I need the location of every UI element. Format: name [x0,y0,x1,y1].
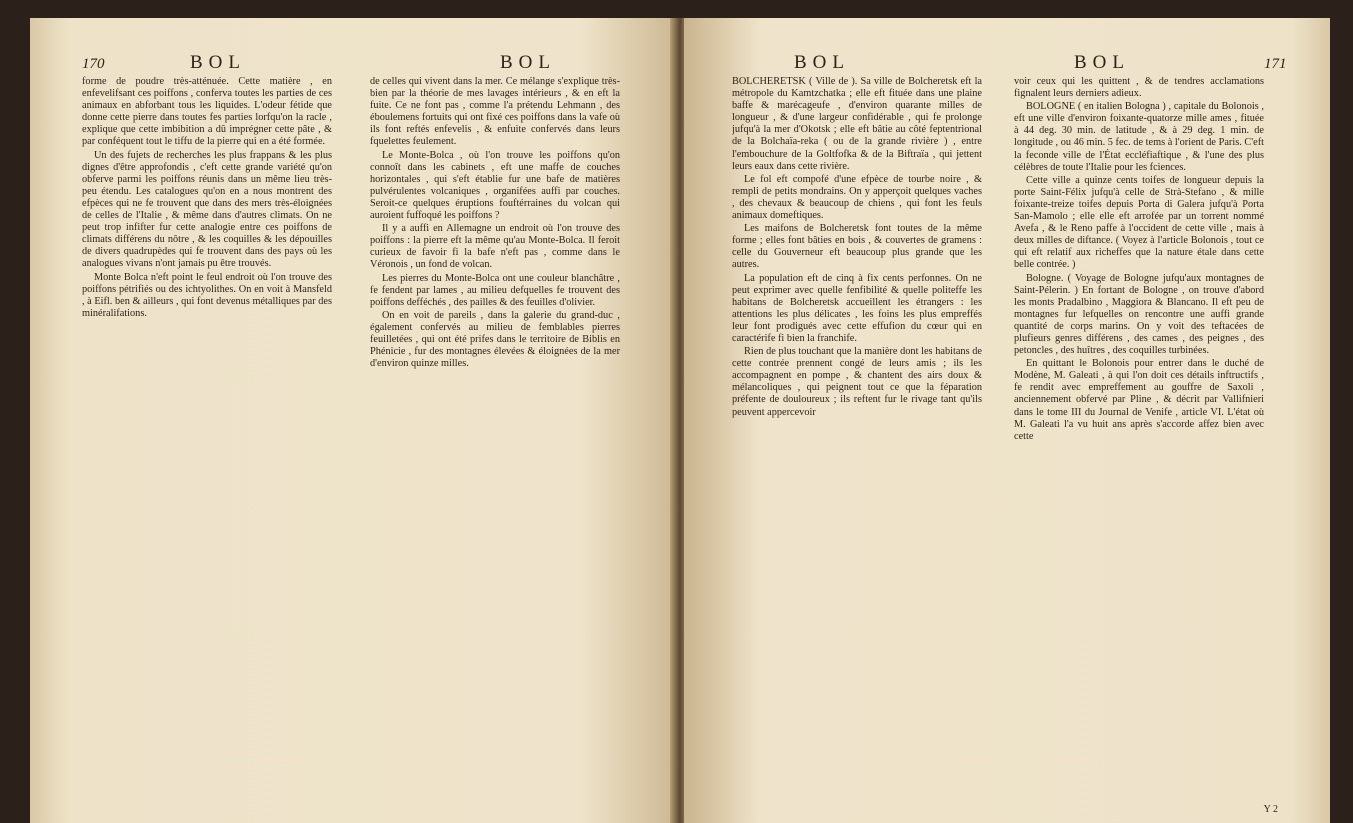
paragraph: Rien de plus touchant que la manière dont les habitans de cette contrée prennent congé de leurs amis ; ils les accompagnent en pompe , & chantent des airs doux & mélancoliques , qui peignent tout ce que la féparation préfente de douloureux ; ils reftent fur le rivage tant qu'ils peuvent appercevoir [732,346,982,418]
paragraph: En quittant le Bolonois pour entrer dans le duché de Modène, M. Galeati , à qui l'on doit ces détails inftructifs , fe rendit avec empreffement au gouffre de Saxoli , anciennement obfervé par Pline , & décrit par Vallifnieri dans le tome III du Journal de Venife , article VI. L'état où M. Galeati l'a vu huit ans après s'accorde affez bien avec cette [1014,358,1264,442]
paragraph: Bologne. ( Voyage de Bologne jufqu'aux montagnes de Saint-Pélerin. ) En fortant de Bologne , on trouve d'abord les monts Pradalbino , Maggiora & Blancano. Il eft peu de montagnes fur lefquelles on rencontre une auffi grande quantité de corps marins. On y voit des teftacées de plufieurs genres différens , des cames , des peignes , des petoncles , des huîtres , des coquilles turbinées. [1014,272,1264,357]
paragraph: Cette ville a quinze cents toifes de longueur depuis la porte Saint-Félix jufqu'à celle de Strà-Stefano , & mille foixante-treize toifes depuis Porta di Galera jufqu'à Porta San-Mamolo ; elle elle eft arrofée par un torrent nommé Avefa , & le Reno paffe à l'occident de cette ville , mais à deux milles de diftance. ( Voyez à l'article Bolonois , tout ce qui eft relatif aux richeffes que la nature étale dans cette belle contrée. ) [1014,174,1264,271]
paragraph: BOLOGNE ( en italien Bologna ) , capitale du Bolonois , eft une ville d'environ foixante-quatorze mille ames , fituée à 44 deg. 30 min. de latitude , & à 29 deg. 1 min. de longitude , ou 46 min. 5 fec. de tems à l'orient de Paris. C'eft la feconde ville de l'État eccléfiaftique , & l'une des plus célèbres de toute l'Italie pour les fciences. [1014,101,1264,173]
paragraph: On en voit de pareils , dans la galerie du grand-duc , également confervés au milieu de femblables pierres feuilletées , qui ont été prifes dans le territoire de Biblis en Phénicie , fur des montagnes élevées & éloignées de la mer d'environ quinze milles. [370,309,620,370]
paragraph: Les pierres du Monte-Bolca ont une couleur blanchâtre , fe fendent par lames , au milieu defquelles fe trouvent des poiffons defféchés , des pailles & des feuilles d'olivier. [370,272,620,308]
paragraph: BOLCHERETSK ( Ville de ). Sa ville de Bolcheretsk eft la métropole du Kamtzchatka ; elle eft fituée dans une plaine baffe & marécageufe , d'environ quarante milles de longueur , & d'une largeur confidérable , qui fe prolonge jufqu'à la mer d'Okotsk ; elle eft bâtie au côté feptentrional de la Bolchaïa-reka ( ou de la grande rivière ) , entre l'embouchure de la Goltfofka & de la Biftraïa , qui jettent leurs eaux dans cette rivière. [732,76,982,172]
paragraph: voir ceux qui les quittent , & de tendres acclamations fignalent leurs derniers adieux. [1014,76,1264,100]
running-header: BOL [190,52,246,73]
page-number: 171 [1264,56,1287,72]
paragraph: Les maifons de Bolcheretsk font toutes de la même forme ; elles font bâties en bois , & couvertes de gramens : celle du Gouverneur eft beaucoup plus grande que les autres. [732,223,982,271]
paragraph: Il y a auffi en Allemagne un endroit où l'on trouve des poiffons : la pierre eft la même qu'au Monte-Bolca. Il feroit curieux de favoir fi la bafe n'eft pas , comme dans le Véronois , un fond de volcan. [370,223,620,271]
paragraph: Le fol eft compofé d'une efpèce de tourbe noire , & rempli de petits mondrains. On y apperçoit quelques vaches , des chevaux & beaucoup de chiens , qui font les feuls animaux domeftiques. [732,173,982,222]
paragraph: de celles qui vivent dans la mer. Ce mélange s'explique très-bien par la théorie de mes lavages intérieurs , & en eft la fuite. Ce ne font pas , comme l'a prétendu Lehmann , des éboulemens fortuits qui ont fixé ces poiffons dans la vafe où ils font reftés enfevelis , & enfuite confervés dans leurs fquelettes feulement. [370,76,620,148]
page-number: 170 [82,56,105,72]
paragraph: Monte Bolca n'eft point le feul endroit où l'on trouve des poiffons pétrifiés ou des ichtyolithes. On en voit à Mansfeld , à Eifl. ben & ailleurs , qui font devenus métalliques par des minéralifations. [82,271,332,319]
text-column-2 [1014,76,1264,806]
signature-mark: Y 2 [1263,804,1278,815]
running-header: BOL [1074,52,1130,73]
running-header: BOL [500,52,556,73]
text-column-1 [732,76,982,806]
right-page [684,18,1330,823]
paragraph: Un des fujets de recherches les plus frappans & les plus dignes d'être approfondis , c'eft cette grande variété qu'on obferve parmi les poiffons réunis dans un même lieu très-peu étendu. Les catalogues qu'on en a nous montrent des efpèces qui ne fe trouvent que dans des mers très-éloignées de celles de l'Italie , & même dans d'autres climats. On ne peut trop infifter fur cette analogie entre ces poiffons de climats différens du nôtre , & les coquilles & les dépouilles de divers quadrupèdes qui fe trouvent dans des pays où les analogues vivans n'ont jamais pu être trouvés. [82,149,332,270]
book-spread [30,18,1330,823]
paragraph: forme de poudre très-atténuée. Cette matière , en enfevelifsant ces poiffons , conferva toutes les parties de ces animaux en abforbant tous les liquides. L'odeur fétide que donne cette pierre dans toutes fes parties lorfqu'on la racle , explique que cette imbibition a dû imprégner cette pâte , & par conféquent tout le tiffu de la pierre qui en a été formée. [82,76,332,148]
running-header: BOL [794,52,850,73]
left-page [30,18,676,823]
text-column-2 [370,76,620,806]
paragraph: La population eft de cinq à fix cents perfonnes. On ne peut exprimer avec quelle fenfibilité & quelle politeffe les habitans de Bolcheretsk accueillent les étrangers : les attentions les plus délicates , les foins les plus empreffés leur font prodigués avec cette effufion du cœur qui en caractérife fi bien la franchife. [732,272,982,344]
text-column-1 [82,76,332,806]
paragraph: Le Monte-Bolca , où l'on trouve les poiffons qu'on connoît dans les cabinets , eft une maffe de couches horizontales , qui s'eft établie fur une bafe de matières pulvérulentes volcaniques , organifées auffi par couches. Seroit-ce quelques éruptions fouftérraines du volcan qui auroient fuffoqué les poiffons ? [370,149,620,222]
